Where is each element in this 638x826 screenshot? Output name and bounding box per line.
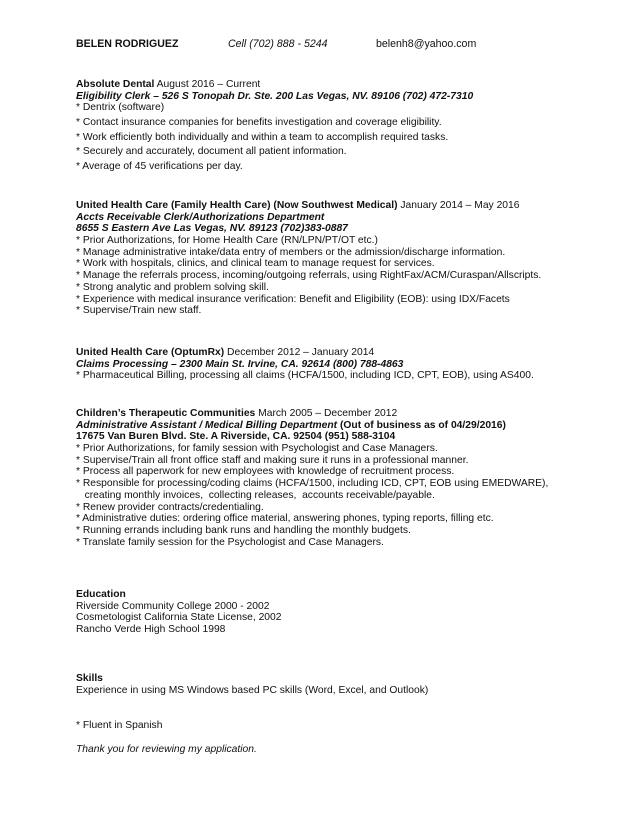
section-heading: Education: [76, 589, 126, 600]
education-entry: Riverside Community College 2000 - 2002: [76, 600, 270, 612]
company-name: United Health Care (Family Health Care) (Now Southwest Medical): [76, 200, 398, 211]
job-address: 8655 S Eastern Ave Las Vegas, NV. 89123 (702)383-0887: [76, 223, 348, 235]
employment-dates: March 2005 – December 2012: [255, 408, 398, 419]
phone-number: Cell (702) 888 - 5244: [228, 38, 328, 50]
skill-entry: Experience in using MS Windows based PC skills (Word, Excel, and Outlook): [76, 684, 429, 696]
job-address: 17675 Van Buren Blvd. Ste. A Riverside, CA. 92504 (951) 588-3104: [76, 431, 396, 443]
section-heading: Skills: [76, 673, 103, 684]
company-name: Absolute Dental: [76, 79, 155, 90]
job-title: Accts Receivable Clerk/Authorizations Department: [76, 211, 325, 223]
bullet: * Administrative duties: ordering office material, answering phones, typing reports, filling etc.: [76, 513, 494, 525]
employment-dates: August 2016 – Current: [154, 79, 261, 90]
bullet: * Experience with medical insurance verification: Benefit and Eligibility (EOB): using IDX/Facets: [76, 293, 510, 305]
bullet: * Translate family session for the Psychologist and Case Managers.: [76, 536, 384, 548]
bullet: * Supervise/Train new staff.: [76, 305, 202, 317]
bullet: * Work with hospitals, clinics, and clinical team to manage request for services.: [76, 258, 435, 270]
company-name: Children’s Therapeutic Communities: [76, 408, 256, 419]
closing-section: [76, 744, 596, 756]
job-childrens-therapeutic: [76, 408, 596, 548]
bullet: * Contact insurance companies for benefits investigation and coverage eligibility.: [76, 117, 442, 129]
bullet: * Average of 45 verifications per day.: [76, 161, 243, 173]
bullet: * Responsible for processing/coding claims (HCFA/1500, including ICD, CPT, EOB using EMEDWARE),: [76, 478, 549, 490]
closing-note: Thank you for reviewing my application.: [76, 744, 257, 755]
job-title: Claims Processing – 2300 Main St. Irvine, CA. 92614 (800) 788-4863: [76, 358, 404, 370]
education-entry: Rancho Verde High School 1998: [76, 624, 226, 636]
skills-section: [76, 673, 596, 696]
bullet: * Strong analytic and problem solving skill.: [76, 281, 269, 293]
bullet: * Process all paperwork for new employees with knowledge of recruitment process.: [76, 466, 455, 478]
job-united-health-care-optumrx: [76, 347, 596, 382]
employment-dates: January 2014 – May 2016: [397, 200, 520, 211]
bullet: * Prior Authorizations, for Home Health Care (RN/LPN/PT/OT etc.): [76, 235, 378, 247]
applicant-name: BELEN RODRIGUEZ: [76, 38, 179, 50]
bullet: * Manage administrative intake/data entry of members or the admission/discharge information.: [76, 246, 506, 258]
language-skill: [76, 720, 596, 732]
job-absolute-dental: [76, 79, 596, 173]
job-title-note: (Out of business as of 04/29/2016): [337, 419, 506, 431]
bullet: * Supervise/Train all front office staff and making sure it runs in a professional manner.: [76, 454, 469, 466]
job-title: Administrative Assistant / Medical Billing Department: [76, 419, 338, 431]
bullet: * Securely and accurately, document all patient information.: [76, 146, 347, 158]
job-title: Eligibility Clerk – 526 S Tonopah Dr. Ste. 200 Las Vegas, NV. 89106 (702) 472-7310: [76, 90, 474, 102]
email-address: belenh8@yahoo.com: [376, 38, 477, 50]
bullet: * Pharmaceutical Billing, processing all claims (HCFA/1500, including ICD, CPT, EOB), using AS400.: [76, 370, 534, 382]
bullet: * Dentrix (software): [76, 102, 165, 114]
education-section: [76, 589, 596, 636]
bullet: * Prior Authorizations, for family session with Psychologist and Case Managers.: [76, 443, 438, 455]
education-entry: Cosmetologist California State License, 2002: [76, 612, 282, 624]
bullet: * Running errands including bank runs and handling the monthly budgets.: [76, 524, 411, 536]
bullet: * Work efficiently both individually and within a team to accomplish required tasks.: [76, 131, 449, 143]
skill-entry: * Fluent in Spanish: [76, 720, 163, 731]
job-united-health-care-family: [76, 200, 596, 317]
company-name: United Health Care (OptumRx): [76, 347, 225, 358]
employment-dates: December 2012 – January 2014: [224, 347, 375, 358]
bullet: * Manage the referrals process, incoming/outgoing referrals, using RightFax/ACM/Curaspan/Allscripts.: [76, 270, 542, 282]
contact-header: [76, 38, 596, 52]
bullet: * Renew provider contracts/credentialing.: [76, 501, 264, 513]
bullet-continuation: creating monthly invoices, collecting releases, accounts receivable/payable.: [76, 489, 435, 501]
